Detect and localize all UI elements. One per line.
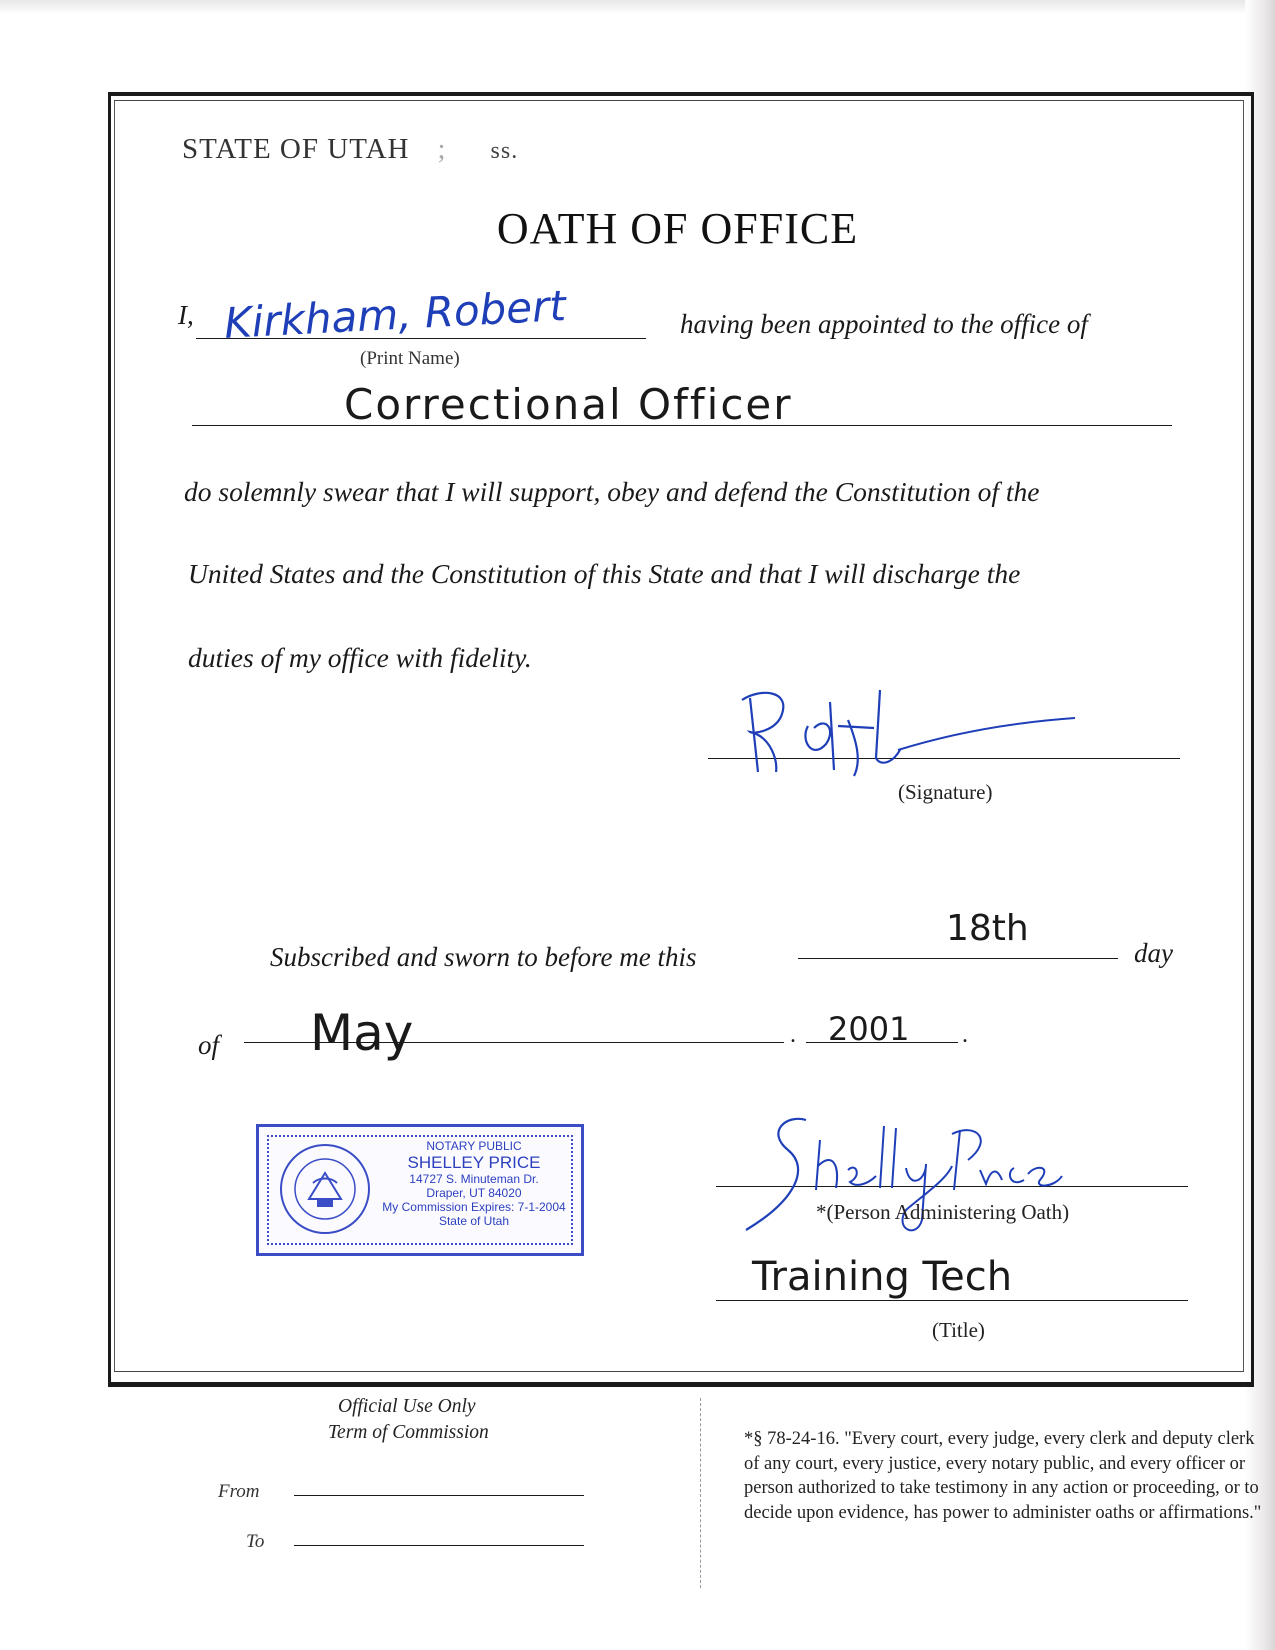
day-handwritten: 18th bbox=[946, 908, 1029, 949]
oath-line-2: United States and the Constitution of this State and that I will discharge the bbox=[188, 558, 1021, 589]
state-seal-icon bbox=[273, 1139, 377, 1239]
year-terminator: . bbox=[962, 1022, 968, 1048]
signature-caption: (Signature) bbox=[898, 780, 993, 804]
officer-name-handwritten: Kirkham, Robert bbox=[222, 281, 567, 348]
from-label: From bbox=[218, 1481, 260, 1502]
notary-city: Draper, UT 84020 bbox=[426, 1186, 522, 1200]
title-line bbox=[716, 1300, 1188, 1301]
notary-name: SHELLEY PRICE bbox=[407, 1153, 541, 1172]
administrator-caption: *(Person Administering Oath) bbox=[816, 1200, 1070, 1224]
of-label: of bbox=[198, 1030, 220, 1060]
title-caption: (Title) bbox=[932, 1318, 985, 1342]
officer-signature-mark bbox=[730, 680, 1090, 780]
notary-expiration: My Commission Expires: 7-1-2004 bbox=[382, 1200, 566, 1214]
to-label: To bbox=[246, 1531, 265, 1552]
subscribed-text: Subscribed and sworn to before me this bbox=[270, 942, 697, 972]
oath-prefix: I, bbox=[178, 300, 194, 330]
day-line bbox=[798, 958, 1118, 959]
notary-stamp bbox=[256, 1124, 584, 1256]
month-handwritten: May bbox=[310, 1004, 414, 1062]
venue-ss: ss. bbox=[490, 138, 519, 164]
notary-title: NOTARY PUBLIC bbox=[426, 1139, 522, 1153]
venue-state: STATE OF UTAH bbox=[182, 133, 410, 165]
oath-line-1: do solemnly swear that I will support, obey and defend the Constitution of the bbox=[184, 476, 1040, 507]
notary-address: 14727 S. Minuteman Dr. bbox=[409, 1172, 539, 1186]
oath-line-3: duties of my office with fidelity. bbox=[188, 642, 532, 673]
to-line bbox=[294, 1545, 584, 1546]
venue-heading bbox=[182, 133, 518, 166]
venue-bracket: ; bbox=[437, 133, 447, 165]
scan-top-shadow bbox=[0, 0, 1275, 14]
notary-state: State of Utah bbox=[438, 1214, 510, 1228]
statute-footnote: *§ 78-24-16. "Every court, every judge, every clerk and deputy clerk of any court, every justice, every notary public, and every officer or person authorized to take testimony in any action or proceeding, or to decide upon evidence, has power to administer oaths or affirmations." bbox=[744, 1429, 1262, 1523]
print-name-caption: (Print Name) bbox=[360, 348, 460, 369]
document-title: OATH OF OFFICE bbox=[496, 204, 859, 253]
month-year-separator: . bbox=[790, 1022, 796, 1048]
term-of-commission-heading: Term of Commission bbox=[328, 1422, 489, 1443]
day-label: day bbox=[1134, 938, 1173, 968]
official-use-heading: Official Use Only bbox=[338, 1396, 476, 1417]
from-line bbox=[294, 1495, 584, 1496]
year-handwritten: 2001 bbox=[828, 1010, 910, 1048]
office-title-handwritten: Correctional Officer bbox=[344, 380, 793, 429]
notary-stamp-text bbox=[379, 1139, 569, 1228]
footer-divider bbox=[700, 1398, 701, 1588]
appointment-text: having been appointed to the office of bbox=[680, 309, 1088, 339]
title-handwritten: Training Tech bbox=[752, 1254, 1013, 1300]
